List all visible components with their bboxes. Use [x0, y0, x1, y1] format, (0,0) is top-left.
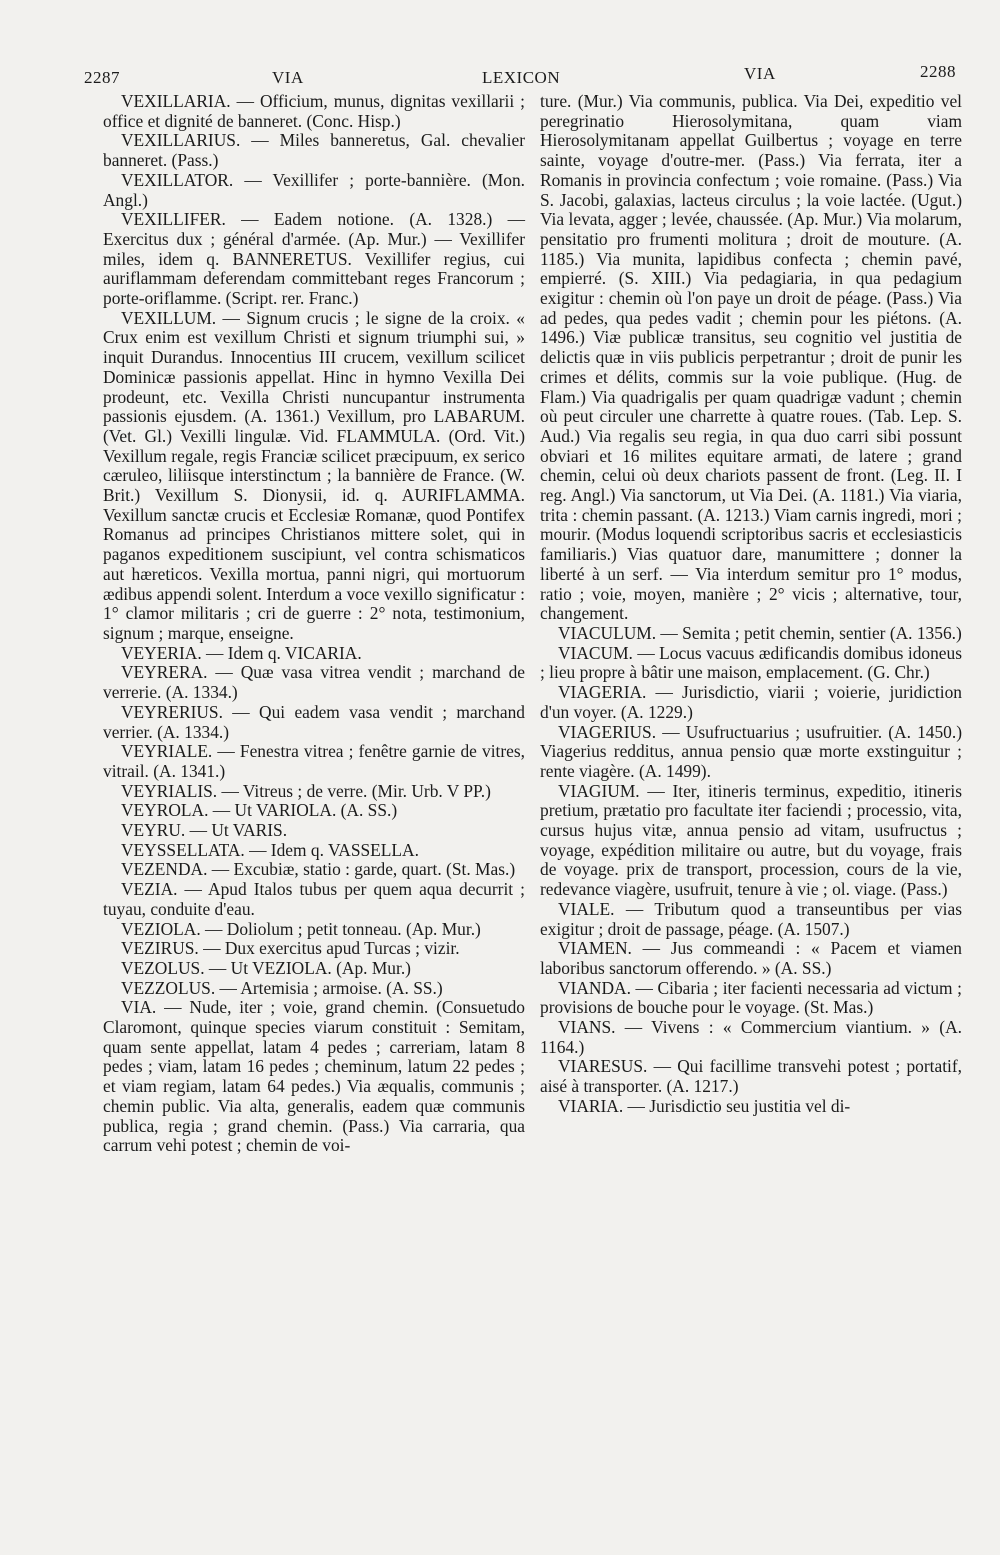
entry-via-continued: ture. (Mur.) Via communis, publica. Via Dei, expeditio vel peregrinatio Hierosolymitana, quam viam Hierosolymitanam appellat Guilbertus ; voyage en terre sainte, voyage d'outre-mer. (Pass.) Via ferrata, iter a Romanis in provincia confectum ; voie romaine. (Pass.) Via S. Jacobi, galaxias, lacteus circulus ; la voie lactée. (Ugut.) Via levata, agger ; levée, chaussée. (Ap. Mur.) Via molarum, pensitatio pro frumenti molitura ; droit de mouture. (A. 1185.) Via munita, lapidibus confecta ; chemin pavé, empierré. (S. XIII.) Via pedagiaria, in qua pedagium exigitur : chemin où l'on paye un droit de péage. (Pass.) Via ad pedes, qua pedes vadit ; chemin pour les piétons. (A. 1496.) Viæ publicæ transitus, seu cognitio vel justitia de delictis quæ in viis publicis perpetrantur ; droit de punir les crimes et délits, commis sur la voie publique. (Hug. de Flam.) Via quadrigalis per quam quadrigæ vadunt ; chemin où peut circuler une charrette à quatre roues. (Tab. Lep. S. Aud.) Via regalis seu regia, in qua duo carri sibi possunt obviari et 16 milites equitare armati, de latere ; grand chemin, celui où deux chariots passent de front. (Leg. II. I reg. Angl.) Via sanctorum, ut Via Dei. (A. 1181.) Via viaria, trita : chemin passant. (A. 1213.) Viam carnis ingredi, mori ; mourir. (Modus loquendi scriptoribus sacris et ecclesiasticis familiaris.) Vias quatuor dare, manumittere ; donner la liberté à un serf. — Via interdum semitur pro 1° modus, ratio ; voie, moyen, manière ; 2° vicis ; alternative, tour, changement.: [540, 91, 962, 624]
entry-veyrola: VEYROLA. — Ut VARIOLA. (A. SS.): [121, 800, 398, 821]
entry-viaresus: VIARESUS. — Qui facillime transvehi potest ; portatif, aisé à transporter. (A. 1217.): [540, 1056, 962, 1097]
entry-vianda: VIANDA. — Cibaria ; iter facienti necessaria ad victum ; provisions de bouche pour le voyage. (St. Mas.): [540, 977, 962, 1018]
entry-vezzolus: VEZZOLUS. — Artemisia ; armoise. (A. SS.): [121, 977, 443, 998]
page-number-left: 2287: [84, 68, 120, 87]
entry-veziola: VEZIOLA. — Doliolum ; petit tonneau. (Ap. Mur.): [121, 918, 481, 939]
entry-via: VIA. — Nude, iter ; voie, grand chemin. (Consuetudo Claromont, quinque species viarum constituit : Semitam, quam sente appellat, latam 4 pedes ; carreriam, latam 8 pedes ; viam, latam 16 pedes ; cheminum, latum 22 pedes ; et viam regiam, latam 64 pedes.) Via æqualis, communis ; chemin public. Via alta, generalis, eadem quæ communis publica, regia ; grand chemin. (Pass.) Via carraria, qua carrum vehi potest ; chemin de voi-: [103, 997, 525, 1156]
right-column: [540, 92, 962, 1117]
entry-vexillum: VEXILLUM. — Signum crucis ; le signe de la croix. « Crux enim est vexillum Christi et signum triumphi sui, » inquit Durandus. Innocentius III crucem, vexillum scilicet Dominicæ passionis appellat. Hinc in hymno Vexilla Dei prodeunt, etc. Vexilla Christi nuncupantur instrumenta passionis ejusdem. (A. 1361.) Vexillum, pro LABARUM. (Vet. Gl.) Vexilli lingulæ. Vid. FLAMMULA. (Ord. Vit.) Vexillum regale, regis Franciæ scilicet præcipuum, ex serico cæruleo, liliisque interstinctum ; la bannière de France. (W. Brit.) Vexillum S. Dionysii, id. q. AURIFLAMMA. Vexillum sanctæ crucis et Ecclesiæ Romanæ, quod Pontifex Romanus ad principes Christianos mittere solet, qui in paganos expeditionem suscipiunt, vel contra schismaticos aut hæreticos. Vexilla mortua, panni nigri, qui mortuorum ædibus appendi solent. Interdum a voce vexillo significatur : 1° clamor militaris ; cri de guerre : 2° nota, testimonium, signum ; marque, enseigne.: [103, 307, 525, 643]
entry-viaria: VIARIA. — Jurisdictio seu justitia vel di-: [558, 1095, 851, 1116]
entry-vexillaria: VEXILLARIA. — Officium, munus, dignitas vexillarii ; office et dignité de banneret. (Conc. Hisp.): [103, 91, 525, 131]
entry-veyrialis: VEYRIALIS. — Vitreus ; de verre. (Mir. Urb. V PP.): [121, 780, 491, 801]
entry-viamen: VIAMEN. — Jus commeandi : « Pacem et viamen laboribus sanctorum offerendo. » (A. SS.): [540, 938, 962, 978]
entry-viaculum: VIACULUM. — Semita ; petit chemin, sentier (A. 1356.): [558, 622, 962, 643]
entry-veyru: VEYRU. — Ut VARIS.: [121, 820, 288, 841]
entry-viagerius: VIAGERIUS. — Usufructuarius ; usufruitier. (A. 1450.) Viagerius redditus, annua pensio quæ morte exstinguitur ; rente viagère. (A. 1499).: [540, 721, 962, 781]
entry-vexillator: VEXILLATOR. — Vexillifer ; porte-bannière. (Mon. Angl.): [103, 169, 525, 210]
running-title: LEXICON: [482, 68, 561, 87]
entry-vezolus: VEZOLUS. — Ut VEZIOLA. (Ap. Mur.): [121, 957, 411, 978]
entry-veyssellata: VEYSSELLATA. — Idem q. VASSELLA.: [121, 839, 419, 860]
page-number-right: 2288: [920, 62, 956, 81]
running-headword-left: VIA: [272, 68, 304, 87]
entry-vezenda: VEZENDA. — Excubiæ, statio : garde, quart. (St. Mas.): [121, 859, 516, 880]
entry-viacum: VIACUM. — Locus vacuus ædificandis domibus idoneus ; lieu propre à bâtir une maison, emplacement. (G. Chr.): [540, 642, 962, 683]
entry-vezia: VEZIA. — Apud Italos tubus per quem aqua decurrit ; tuyau, conduite d'eau.: [103, 879, 525, 919]
entry-vezirus: VEZIRUS. — Dux exercitus apud Turcas ; vizir.: [121, 938, 460, 959]
entry-viagium: VIAGIUM. — Iter, itineris terminus, expeditio, itineris pretium, prætatio pro facultate iter faciendi ; processio, vita, cursus hujus vitæ, annua pensio ad vitam, usufructus ; voyage, expédition militaire ou autre, but du voyage, frais de voyage. prix de transport, procession, cours de la vie, redevance viagère, usufruit, tenure à vie ; ol. viage. (Pass.): [540, 780, 962, 900]
entry-viageria: VIAGERIA. — Jurisdictio, viarii ; voierie, juridiction d'un voyer. (A. 1229.): [540, 682, 962, 722]
entry-veyriale: VEYRIALE. — Fenestra vitrea ; fenêtre garnie de vitres, vitrail. (A. 1341.): [103, 741, 525, 781]
entry-vians: VIANS. — Vivens : « Commercium viantium. » (A. 1164.): [540, 1017, 962, 1057]
page-header: [84, 62, 960, 90]
left-column: [103, 92, 525, 1156]
entry-vexillifer: VEXILLIFER. — Eadem notione. (A. 1328.) — Exercitus dux ; général d'armée. (Ap. Mur.) — Vexillifer miles, idem q. BANNERETUS. Vexillifer regius, cui auriflammam deferendam committebant reges Francorum ; porte-oriflamme. (Script. rer. Franc.): [103, 209, 525, 309]
entry-veyrerius: VEYRERIUS. — Qui eadem vasa vendit ; marchand verrier. (A. 1334.): [103, 701, 525, 742]
entry-viale: VIALE. — Tributum quod a transeuntibus per vias exigitur ; droit de passage, péage. (A. 1507.): [540, 898, 962, 939]
entry-vexillarius: VEXILLARIUS. — Miles banneretus, Gal. chevalier banneret. (Pass.): [103, 130, 525, 171]
entry-veyeria: VEYERIA. — Idem q. VICARIA.: [121, 642, 362, 663]
entry-veyrera: VEYRERA. — Quæ vasa vitrea vendit ; marchand de verrerie. (A. 1334.): [103, 662, 525, 703]
running-headword-right: VIA: [744, 64, 776, 83]
